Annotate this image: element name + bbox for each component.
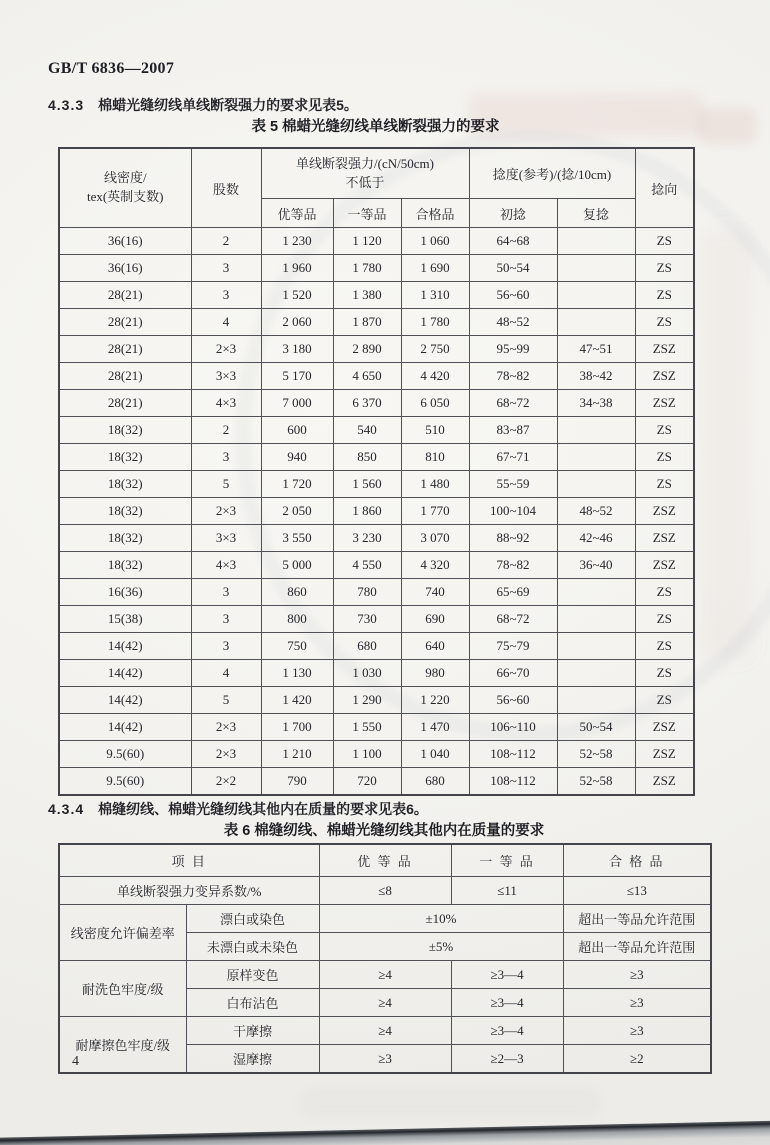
- table5-cell: 28(21): [59, 363, 191, 390]
- table5-cell: 28(21): [59, 309, 191, 336]
- table5-cell: 67~71: [469, 444, 557, 471]
- table5-cell: 52~58: [557, 768, 635, 796]
- table5-cell: 14(42): [59, 633, 191, 660]
- col-linear-density: 线密度/ tex(英制支数): [59, 148, 191, 228]
- table6-row: [59, 961, 711, 989]
- table5-cell: ZS: [635, 255, 694, 282]
- table5-cell: 14(42): [59, 687, 191, 714]
- table5-cell: [557, 579, 635, 606]
- table6-cell: 线密度允许偏差率: [59, 905, 186, 961]
- col-premium-grade: 优等品: [261, 199, 333, 228]
- table5-cell: 1 290: [333, 687, 401, 714]
- table5-cell: ZSZ: [635, 714, 694, 741]
- table6-row: [59, 905, 711, 933]
- table5-cell: 50~54: [557, 714, 635, 741]
- table5-cell: 1 420: [261, 687, 333, 714]
- table5-cell: 1 030: [333, 660, 401, 687]
- table5-row: [59, 552, 694, 579]
- table5-cell: 2×3: [191, 714, 261, 741]
- table5-cell: 1 770: [401, 498, 469, 525]
- table5-cell: ZS: [635, 633, 694, 660]
- table5-cell: 3: [191, 282, 261, 309]
- table5-cell: 1 060: [401, 228, 469, 255]
- table5-cell: 1 040: [401, 741, 469, 768]
- table5-row: [59, 633, 694, 660]
- table6-cell: 漂白或染色: [186, 905, 319, 933]
- table5-cell: [557, 282, 635, 309]
- table5-cell: ZS: [635, 471, 694, 498]
- table5-cell: 2 890: [333, 336, 401, 363]
- table6-cell: 超出一等品允许范围: [563, 933, 711, 961]
- table6-cell: ≥3—4: [451, 961, 563, 989]
- table6-cell: 耐摩擦色牢度/级: [59, 1017, 186, 1074]
- table5-cell: 83~87: [469, 417, 557, 444]
- table6: [58, 843, 712, 1074]
- col-twist-direction: 捻向: [635, 148, 694, 228]
- table5-cell: 1 120: [333, 228, 401, 255]
- table5-cell: ZSZ: [635, 768, 694, 796]
- table5-cell: 2 750: [401, 336, 469, 363]
- table5-cell: 18(32): [59, 471, 191, 498]
- table5-cell: 2: [191, 228, 261, 255]
- table5-row: [59, 309, 694, 336]
- table5-cell: 2×3: [191, 498, 261, 525]
- table5-cell: ZS: [635, 444, 694, 471]
- table5-cell: 1 100: [333, 741, 401, 768]
- col-item: 项 目: [59, 844, 319, 877]
- col-group-twist: 捻度(参考)/(捻/10cm): [469, 148, 635, 199]
- table6-cell: ≥3: [563, 961, 711, 989]
- table5-cell: 48~52: [557, 498, 635, 525]
- scanner-edge-artifact: [0, 1120, 770, 1145]
- table5-cell: ZSZ: [635, 336, 694, 363]
- col-re-twist: 复捻: [557, 199, 635, 228]
- table5-cell: 48~52: [469, 309, 557, 336]
- table5-cell: ZSZ: [635, 390, 694, 417]
- table5-cell: 5: [191, 687, 261, 714]
- table5-row: [59, 444, 694, 471]
- table5-cell: 4 420: [401, 363, 469, 390]
- table5-cell: 78~82: [469, 363, 557, 390]
- col-first-grade: 一 等 品: [451, 844, 563, 877]
- standard-number-header: GB/T 6836—2007: [48, 60, 175, 77]
- table5-cell: 50~54: [469, 255, 557, 282]
- ink-bleedthrough-smudge: [300, 1090, 600, 1115]
- table5-cell: 640: [401, 633, 469, 660]
- table5-cell: 34~38: [557, 390, 635, 417]
- table6-row: [59, 1017, 711, 1045]
- table5-cell: 1 690: [401, 255, 469, 282]
- table5-cell: 68~72: [469, 606, 557, 633]
- table5-cell: 3 070: [401, 525, 469, 552]
- table5-cell: 1 380: [333, 282, 401, 309]
- table5-cell: 980: [401, 660, 469, 687]
- table5-cell: ZSZ: [635, 741, 694, 768]
- table5-cell: 2 060: [261, 309, 333, 336]
- table5-cell: 730: [333, 606, 401, 633]
- table5-cell: 2×3: [191, 336, 261, 363]
- table5-cell: 1 870: [333, 309, 401, 336]
- table5-cell: 28(21): [59, 336, 191, 363]
- table6-cell: ≤8: [319, 877, 451, 905]
- ink-bleedthrough-smudge: [700, 230, 752, 660]
- table5-cell: ZS: [635, 579, 694, 606]
- table5-cell: [557, 687, 635, 714]
- table5-cell: 9.5(60): [59, 741, 191, 768]
- table5-cell: 1 520: [261, 282, 333, 309]
- table5-cell: 680: [401, 768, 469, 796]
- table5-cell: 750: [261, 633, 333, 660]
- table5-cell: [557, 228, 635, 255]
- table5-cell: 7 000: [261, 390, 333, 417]
- table5-row: [59, 417, 694, 444]
- table5-row: [59, 741, 694, 768]
- table6-cell: ±5%: [319, 933, 563, 961]
- table5-cell: 3: [191, 255, 261, 282]
- table5-row: [59, 714, 694, 741]
- table5-cell: 3 230: [333, 525, 401, 552]
- section-number: 4.3.4: [48, 801, 85, 817]
- table5-cell: 690: [401, 606, 469, 633]
- table5-cell: 75~79: [469, 633, 557, 660]
- table5-cell: 850: [333, 444, 401, 471]
- table5-cell: ZS: [635, 687, 694, 714]
- table5-cell: 18(32): [59, 444, 191, 471]
- table5-cell: 2 050: [261, 498, 333, 525]
- table6-cell: 干摩擦: [186, 1017, 319, 1045]
- table5-cell: 38~42: [557, 363, 635, 390]
- table5-cell: 14(42): [59, 714, 191, 741]
- table5-cell: 1 780: [333, 255, 401, 282]
- section-text: 棉蜡光缝纫线单线断裂强力的要求见表5。: [98, 97, 358, 113]
- table6-cell: 未漂白或未染色: [186, 933, 319, 961]
- table5-cell: ZS: [635, 309, 694, 336]
- table5-row: [59, 255, 694, 282]
- table6-title: 表 6 棉缝纫线、棉蜡光缝纫线其他内在质量的要求: [223, 823, 545, 839]
- ink-bleedthrough-smudge: [698, 108, 756, 144]
- table5-cell: 1 860: [333, 498, 401, 525]
- table5-cell: 65~69: [469, 579, 557, 606]
- table6-cell: 湿摩擦: [186, 1045, 319, 1074]
- table5-row: [59, 228, 694, 255]
- col-qualified-grade: 合格品: [401, 199, 469, 228]
- table5-row: [59, 282, 694, 309]
- col-premium-grade: 优 等 品: [319, 844, 451, 877]
- table5-row: [59, 390, 694, 417]
- table5-row: [59, 687, 694, 714]
- table5-cell: 66~70: [469, 660, 557, 687]
- section-text: 棉缝纫线、棉蜡光缝纫线其他内在质量的要求见表6。: [98, 801, 428, 817]
- table6-cell: ≥3: [563, 989, 711, 1017]
- table5-cell: [557, 417, 635, 444]
- table5-cell: 2×2: [191, 768, 261, 796]
- table5-cell: [557, 309, 635, 336]
- table6-cell: 白布沾色: [186, 989, 319, 1017]
- table5-cell: [557, 660, 635, 687]
- table5-header-row-1: [59, 148, 694, 199]
- table5-cell: 68~72: [469, 390, 557, 417]
- table5-cell: 1 560: [333, 471, 401, 498]
- table6-cell: ≥3—4: [451, 1017, 563, 1045]
- table5-cell: [557, 606, 635, 633]
- table5-row: [59, 768, 694, 796]
- table5-cell: 18(32): [59, 417, 191, 444]
- col-initial-twist: 初捻: [469, 199, 557, 228]
- table5-cell: 18(32): [59, 525, 191, 552]
- col-qualified-grade: 合 格 品: [563, 844, 711, 877]
- table5-cell: 600: [261, 417, 333, 444]
- table5-cell: ZS: [635, 282, 694, 309]
- table6-cell: 超出一等品允许范围: [563, 905, 711, 933]
- table5-cell: 16(36): [59, 579, 191, 606]
- table5-cell: 36(16): [59, 255, 191, 282]
- table5-cell: 790: [261, 768, 333, 796]
- table5-cell: 810: [401, 444, 469, 471]
- table5-cell: 4×3: [191, 390, 261, 417]
- table6-header-row: [59, 844, 711, 877]
- table5-cell: 3×3: [191, 525, 261, 552]
- section-4-3-4: [48, 799, 428, 819]
- table5-cell: 5 000: [261, 552, 333, 579]
- table5-cell: 5: [191, 471, 261, 498]
- col-first-grade: 一等品: [333, 199, 401, 228]
- table5-cell: 56~60: [469, 687, 557, 714]
- table5-cell: 740: [401, 579, 469, 606]
- table5-cell: 3: [191, 579, 261, 606]
- table5-cell: 18(32): [59, 552, 191, 579]
- table5-row: [59, 471, 694, 498]
- table5-cell: ZS: [635, 606, 694, 633]
- table5-cell: 108~112: [469, 768, 557, 796]
- table5-cell: 1 700: [261, 714, 333, 741]
- table5-cell: ZS: [635, 228, 694, 255]
- table5-cell: 15(38): [59, 606, 191, 633]
- table5-cell: ZSZ: [635, 363, 694, 390]
- table6-cell: ≥2—3: [451, 1045, 563, 1074]
- table5-cell: 42~46: [557, 525, 635, 552]
- table5-cell: 36~40: [557, 552, 635, 579]
- table6-cell: 耐洗色牢度/级: [59, 961, 186, 1017]
- table5-cell: ZS: [635, 417, 694, 444]
- table5-cell: ZSZ: [635, 552, 694, 579]
- table5-cell: 780: [333, 579, 401, 606]
- table5-cell: ZSZ: [635, 525, 694, 552]
- table6-cell: ≤11: [451, 877, 563, 905]
- table5-cell: 680: [333, 633, 401, 660]
- table5-cell: ZSZ: [635, 498, 694, 525]
- table6-cell: ≥3: [319, 1045, 451, 1074]
- table5-cell: 108~112: [469, 741, 557, 768]
- table5-cell: 56~60: [469, 282, 557, 309]
- table5-cell: 1 210: [261, 741, 333, 768]
- table5-cell: 1 230: [261, 228, 333, 255]
- table5-cell: 1 780: [401, 309, 469, 336]
- table5-cell: 3×3: [191, 363, 261, 390]
- table5-cell: 88~92: [469, 525, 557, 552]
- table5-cell: 3: [191, 633, 261, 660]
- table5-cell: 1 220: [401, 687, 469, 714]
- table5-row: [59, 579, 694, 606]
- col-group-breaking-strength: 单线断裂强力/(cN/50cm) 不低于: [261, 148, 469, 199]
- table5-cell: 47~51: [557, 336, 635, 363]
- col-ply-count: 股数: [191, 148, 261, 228]
- table5-row: [59, 606, 694, 633]
- table5-row: [59, 660, 694, 687]
- table5-cell: [557, 444, 635, 471]
- section-number: 4.3.3: [48, 97, 85, 113]
- table5-cell: [557, 633, 635, 660]
- table5-cell: 4 550: [333, 552, 401, 579]
- table5-cell: 64~68: [469, 228, 557, 255]
- table5-cell: 55~59: [469, 471, 557, 498]
- table5-cell: 1 310: [401, 282, 469, 309]
- table6-cell: ±10%: [319, 905, 563, 933]
- table5-cell: [557, 471, 635, 498]
- table5-cell: 3 550: [261, 525, 333, 552]
- table6-cell: ≥4: [319, 961, 451, 989]
- table5-cell: 1 130: [261, 660, 333, 687]
- table5-cell: 1 720: [261, 471, 333, 498]
- table5-cell: 52~58: [557, 741, 635, 768]
- table5-cell: 720: [333, 768, 401, 796]
- table5-cell: 6 370: [333, 390, 401, 417]
- table6-cell: ≥4: [319, 989, 451, 1017]
- table5-cell: 14(42): [59, 660, 191, 687]
- table5-cell: 940: [261, 444, 333, 471]
- table6-cell: ≥4: [319, 1017, 451, 1045]
- table5-cell: 800: [261, 606, 333, 633]
- table5-cell: 36(16): [59, 228, 191, 255]
- table5-cell: 510: [401, 417, 469, 444]
- table5-cell: 3 180: [261, 336, 333, 363]
- table5-cell: 6 050: [401, 390, 469, 417]
- table6-row: [59, 877, 711, 905]
- table6-cell: 单线断裂强力变异系数/%: [59, 877, 319, 905]
- table5-cell: [557, 255, 635, 282]
- page-number: 4: [72, 1054, 79, 1069]
- table5-row: [59, 498, 694, 525]
- table5-cell: 4: [191, 660, 261, 687]
- table6-cell: ≤13: [563, 877, 711, 905]
- table6-cell: 原样变色: [186, 961, 319, 989]
- table5-cell: 18(32): [59, 498, 191, 525]
- table5: [58, 147, 695, 796]
- table5-cell: 9.5(60): [59, 768, 191, 796]
- table6-cell: ≥2: [563, 1045, 711, 1074]
- section-4-3-3: [48, 95, 358, 115]
- table5-row: [59, 525, 694, 552]
- table5-row: [59, 336, 694, 363]
- table5-cell: 2×3: [191, 741, 261, 768]
- table5-cell: 78~82: [469, 552, 557, 579]
- table5-cell: 5 170: [261, 363, 333, 390]
- table5-cell: 100~104: [469, 498, 557, 525]
- table5-cell: 1 550: [333, 714, 401, 741]
- table5-cell: 2: [191, 417, 261, 444]
- table5-cell: 4: [191, 309, 261, 336]
- table5-cell: 860: [261, 579, 333, 606]
- table5-cell: 1 470: [401, 714, 469, 741]
- table5-cell: 3: [191, 444, 261, 471]
- table5-cell: 4 650: [333, 363, 401, 390]
- table5-cell: 28(21): [59, 282, 191, 309]
- table5-cell: 95~99: [469, 336, 557, 363]
- table6-cell: ≥3—4: [451, 989, 563, 1017]
- table5-cell: 106~110: [469, 714, 557, 741]
- table5-cell: ZS: [635, 660, 694, 687]
- table5-cell: 3: [191, 606, 261, 633]
- table5-cell: 1 960: [261, 255, 333, 282]
- table5-title: 表 5 棉蜡光缝纫线单线断裂强力的要求: [251, 119, 500, 135]
- table5-cell: 4 320: [401, 552, 469, 579]
- table5-cell: 28(21): [59, 390, 191, 417]
- table5-cell: 540: [333, 417, 401, 444]
- table5-cell: 4×3: [191, 552, 261, 579]
- table5-cell: 1 480: [401, 471, 469, 498]
- table5-row: [59, 363, 694, 390]
- table6-cell: ≥3: [563, 1017, 711, 1045]
